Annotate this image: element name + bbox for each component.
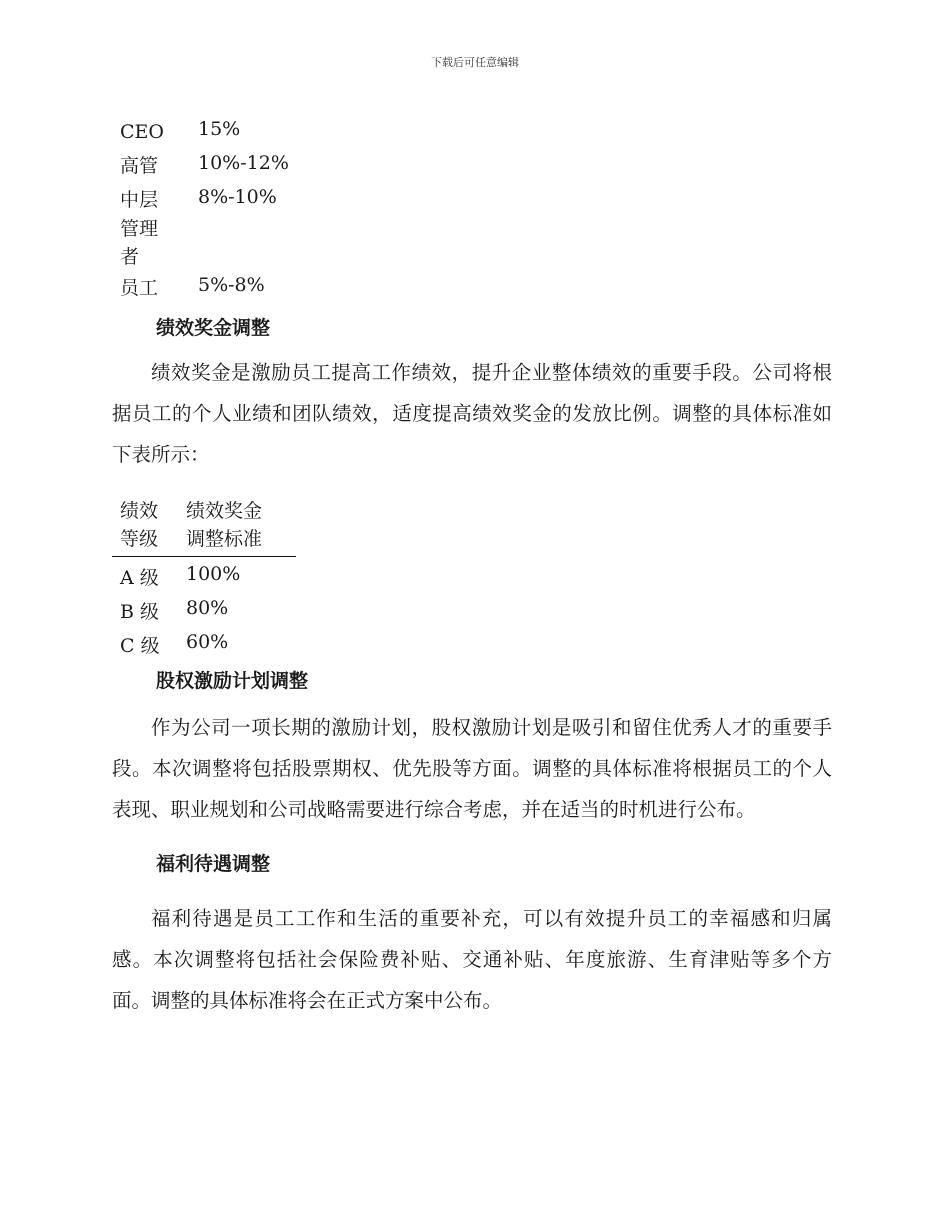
role-cell-text: 中层管理者 <box>120 189 159 268</box>
paragraph-bonus: 绩效奖金是激励员工提高工作绩效，提升企业整体绩效的重要手段。公司将根据员工的个人业绩和团队绩效，适度提高绩效奖金的发放比例。调整的具体标准如下表所示： <box>112 360 832 466</box>
table-row <box>112 591 296 625</box>
ratio-cell: 10%-12% <box>198 152 289 174</box>
role-cell: 员工 <box>120 276 159 299</box>
paragraph-welfare: 福利待遇是员工工作和生活的重要补充，可以有效提升员工的幸福感和归属感。本次调整将包括社会保险费补贴、交通补贴、年度旅游、生育津贴等多个方面。调整的具体标准将会在正式方案中公布。 <box>112 906 832 1012</box>
bonus-table <box>112 497 296 659</box>
standard-cell: 80% <box>186 596 229 619</box>
section-title-welfare: 福利待遇调整 <box>156 852 271 875</box>
table-row <box>120 150 289 184</box>
role-cell: 高管 <box>120 155 159 177</box>
table-row <box>120 272 289 306</box>
table-row <box>112 556 296 591</box>
column-header-standard: 绩效奖金调整标准 <box>186 499 263 550</box>
role-cell <box>120 184 198 272</box>
ratio-cell: 15% <box>198 118 241 140</box>
role-cell: CEO <box>120 121 164 143</box>
table-row <box>120 184 289 272</box>
standard-cell: 60% <box>186 630 229 653</box>
grade-cell: C 级 <box>120 634 160 657</box>
section-title-equity: 股权激励计划调整 <box>156 669 309 692</box>
paragraph-equity: 作为公司一项长期的激励计划，股权激励计划是吸引和留住优秀人才的重要手段。本次调整将包括股票期权、优先股等方面。调整的具体标准将根据员工的个人表现、职业规划和公司战略需要进行综合考虑，并在适当的时机进行公布。 <box>112 715 832 821</box>
table-row <box>112 625 296 659</box>
ratio-cell: 8%-10% <box>198 186 277 208</box>
table-header-row <box>112 497 296 557</box>
grade-cell: B 级 <box>120 600 160 623</box>
ratio-cell: 5%-8% <box>198 273 265 296</box>
section-title-bonus: 绩效奖金调整 <box>156 316 271 339</box>
ratio-table <box>120 116 289 306</box>
table-row <box>120 116 289 150</box>
column-header-grade: 绩效等级 <box>120 499 159 550</box>
document-body <box>112 116 832 1021</box>
standard-cell: 100% <box>186 562 241 585</box>
page-header: 下载后可任意编辑 <box>431 56 519 69</box>
grade-cell: A 级 <box>120 566 159 589</box>
